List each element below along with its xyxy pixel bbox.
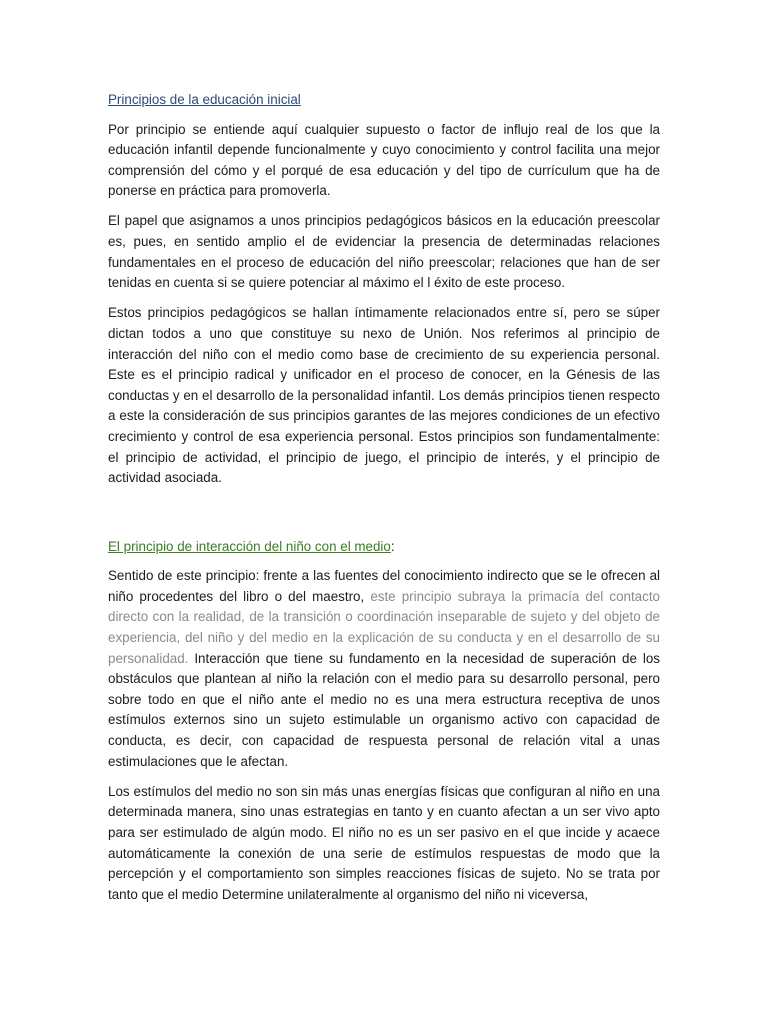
- paragraph-3: Estos principios pedagógicos se hallan íntimamente relacionados entre sí, pero se súper dictan todos a uno que constituye su nexo de Unión. Nos referimos al principio de interacción del niño con el medio como base de crecimiento de su experiencia personal. Este es el principio radical y unificador en el proceso de conocer, en la Génesis de las conductas y en el desarrollo de la personalidad infantil. Los demás principios tienen respecto a este la consideración de sus principios garantes de las mejores condiciones de un efectivo crecimiento y control de esa experiencia personal. Estos principios son fundamentalmente: el principio de actividad, el principio de juego, el principio de interés, y el principio de actividad asociada.: [108, 305, 660, 486]
- section-heading-colon: :: [390, 538, 395, 554]
- paragraph-5: Los estímulos del medio no son sin más unas energías físicas que configuran al niño en una determinada manera, sino unas estrategias en tanto y en cuanto afectan a un ser vivo apto para ser estimulado de algún modo. El niño no es un ser pasivo en el que incide y acaece automáticamente la conexión de una serie de estímulos respuestas de modo que la percepción y el comportamiento son simples reacciones físicas de sujeto. No se trata por tanto que el medio Determine unilateralmente al organismo del niño ni viceversa,: [108, 783, 660, 902]
- paragraph-4-muted-text: este principio subraya la primacía del contacto directo con la realidad, de la transición o coordinación inseparable de sujeto y del objeto de experiencia, del niño y del medio en la explicación de su conducta y en el desarrollo de su personalidad.: [108, 588, 660, 666]
- paragraph-2: El papel que asignamos a unos principios pedagógicos básicos en la educación preescolar es, pues, en sentido amplio el de evidenciar la presencia de determinadas relaciones fundamentales en el proceso de educación del niño preescolar; relaciones que han de ser tenidas en cuenta si se quiere potenciar al máximo el l éxito de este proceso.: [108, 213, 660, 291]
- section-heading-interaccion-text: El principio de interacción del niño con el medio: [108, 538, 391, 554]
- paragraph-4: [108, 566, 660, 772]
- paragraph-1: Por principio se entiende aquí cualquier supuesto o factor de influjo real de los que la educación infantil depende funcionalmente y cuyo conocimiento y control facilita una mejor comprensión del cómo y el porqué de esa educación y del tipo de currículum que ha de ponerse en práctica para promoverla.: [108, 121, 660, 199]
- section-heading-interaccion: [108, 537, 660, 558]
- document-page: [108, 90, 660, 915]
- paragraph-4-rest: Interacción que tiene su fundamento en la necesidad de superación de los obstáculos que plantean al niño la relación con el medio para su desarrollo personal, pero sobre todo en que el niño ante el medio no es una mera estructura receptiva de unos estímulos externos sino un sujeto estimulable un organismo activo con capacidad de conducta, es decir, con capacidad de respuesta personal de relación vital a unas estimulaciones que le afectan.: [108, 650, 660, 769]
- section-heading-principios: Principios de la educación inicial: [108, 92, 301, 107]
- paragraph-4-intro: Sentido de este principio: frente a las fuentes del conocimiento indirecto que se le ofrecen al niño procedentes del libro o del maestro,: [108, 568, 660, 604]
